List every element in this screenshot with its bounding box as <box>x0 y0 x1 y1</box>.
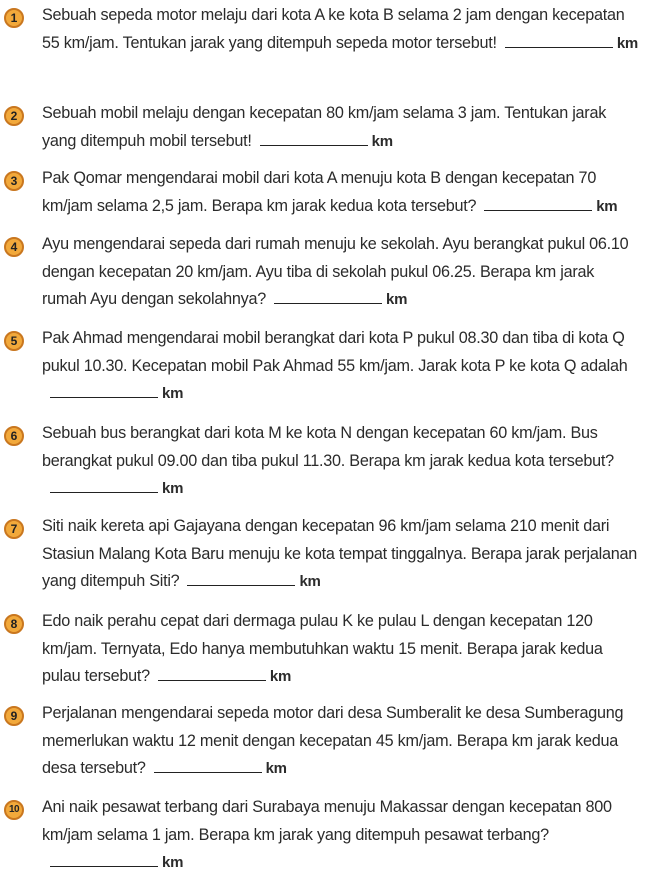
question-text: Pak Qomar mengendarai mobil dari kota A menuju kota B dengan kecepatan 70 km/jam selama 2,5 jam. Berapa km jarak kedua kota tersebut? <box>42 169 597 215</box>
question-text: Ani naik pesawat terbang dari Surabaya menuju Makassar dengan kecepatan 800 km/jam selama 1 jam. Berapa km jarak yang ditempuh pesawat terbang? <box>42 798 612 844</box>
question-text-block <box>42 794 642 877</box>
question-number-badge: 6 <box>4 426 24 446</box>
question-text-block <box>42 608 642 691</box>
answer-blank[interactable] <box>260 131 368 146</box>
answer-unit: km <box>269 668 292 685</box>
question-text-block <box>42 513 642 596</box>
question-number-badge: 10 <box>4 800 24 820</box>
answer-blank[interactable] <box>50 852 158 867</box>
answer-blank[interactable] <box>187 571 295 586</box>
answer-unit: km <box>162 480 184 497</box>
question-text: Ayu mengendarai sepeda dari rumah menuju ke sekolah. Ayu berangkat pukul 06.10 dengan kecepatan 20 km/jam. Ayu tiba di sekolah pukul 06.25. Berapa km jarak rumah Ayu dengan sekolahnya? <box>42 235 629 308</box>
question-text-block <box>42 325 642 408</box>
question-text: Pak Ahmad mengendarai mobil berangkat dari kota P pukul 08.30 dan tiba di kota Q pukul 10.30. Kecepatan mobil Pak Ahmad 55 km/jam. Jarak kota P ke kota Q adalah <box>42 329 628 375</box>
question-number-badge: 9 <box>4 706 24 726</box>
question-text-block <box>42 2 642 57</box>
question-text-block <box>42 420 642 503</box>
question-number-badge: 7 <box>4 519 24 539</box>
question-text: Sebuah sepeda motor melaju dari kota A ke kota B selama 2 jam dengan kecepatan 55 km/jam. Tentukan jarak yang ditempuh sepeda motor tersebut! <box>42 6 625 52</box>
answer-unit: km <box>616 34 638 52</box>
question-number-badge: 2 <box>4 106 24 126</box>
question-text: Perjalanan mengendarai sepeda motor dari desa Sumberalit ke desa Sumberagung memerlukan waktu 12 menit dengan kecepatan 45 km/jam. Berapa km jarak kedua desa tersebut? <box>42 704 624 777</box>
answer-unit: km <box>386 291 408 308</box>
question-number-badge: 1 <box>4 8 24 28</box>
question-number-badge: 3 <box>4 171 24 191</box>
question-text-block <box>42 165 642 220</box>
answer-unit: km <box>371 132 393 150</box>
question-text: Siti naik kereta api Gajayana dengan kecepatan 96 km/jam selama 210 menit dari Stasiun Malang Kota Baru menuju ke kota tempat tinggalnya. Berapa jarak perjalanan yang ditempuh Siti? <box>42 517 638 590</box>
question-text: Sebuah bus berangkat dari kota M ke kota N dengan kecepatan 60 km/jam. Bus berangkat pukul 09.00 dan tiba pukul 11.30. Berapa km jarak kedua kota tersebut? <box>42 424 614 470</box>
question-text: Edo naik perahu cepat dari dermaga pulau K ke pulau L dengan kecepatan 120 km/jam. Ternyata, Edo hanya membutuhkan waktu 15 menit. Berapa jarak kedua pulau tersebut? <box>42 612 603 685</box>
answer-unit: km <box>162 385 184 402</box>
question-number-badge: 8 <box>4 614 24 634</box>
question-text: Sebuah mobil melaju dengan kecepatan 80 km/jam selama 3 jam. Tentukan jarak yang ditempuh mobil tersebut! <box>42 104 607 150</box>
answer-blank[interactable] <box>50 383 158 398</box>
answer-blank[interactable] <box>274 289 382 304</box>
question-text-block <box>42 231 642 314</box>
answer-blank[interactable] <box>158 666 266 681</box>
answer-unit: km <box>596 197 618 215</box>
answer-blank[interactable] <box>505 33 613 48</box>
answer-unit: km <box>162 854 184 871</box>
answer-unit: km <box>265 760 287 777</box>
answer-blank[interactable] <box>484 196 592 211</box>
question-text-block <box>42 700 642 783</box>
answer-blank[interactable] <box>50 478 158 493</box>
answer-blank[interactable] <box>154 758 262 773</box>
question-number-badge: 4 <box>4 237 24 257</box>
question-text-block <box>42 100 642 155</box>
question-number-badge: 5 <box>4 331 24 351</box>
answer-unit: km <box>299 573 321 590</box>
